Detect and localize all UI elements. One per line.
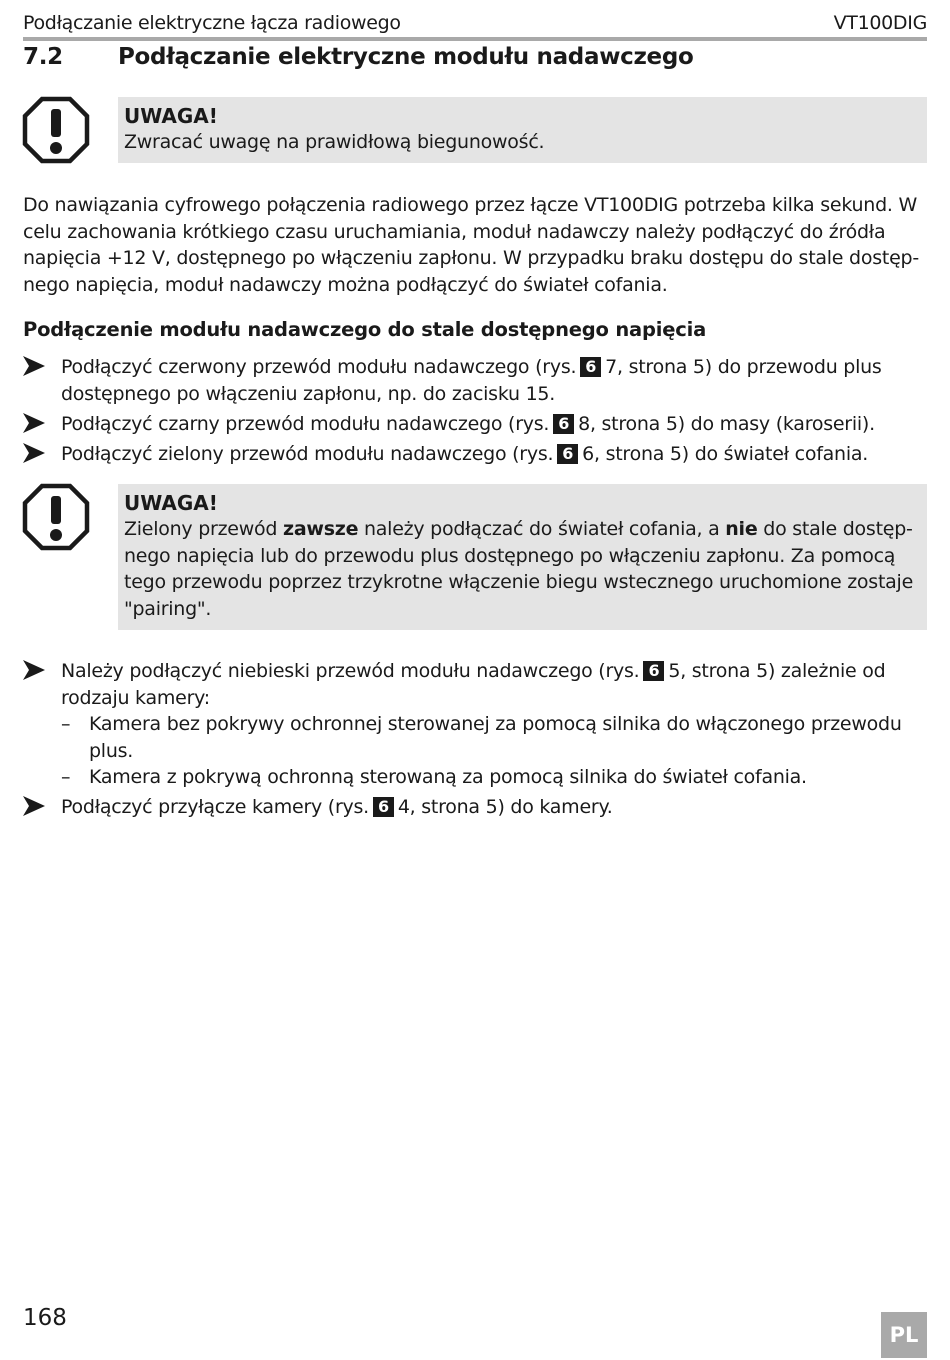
step-item: Należy podłączyć niebieski przewód modułu nadawczego (rys. 6 5, strona 5) zależnie od rodzaju kamery: xyxy=(23,658,928,711)
warning-box xyxy=(118,97,927,163)
dash-list-item: – Kamera z pokrywą ochronną sterowaną za pomocą silnika do świateł cofania. xyxy=(61,766,807,788)
warning-box xyxy=(118,484,927,630)
language-badge: PL xyxy=(881,1312,927,1358)
step-item: Podłączyć przyłącze kamery (rys. 6 4, strona 5) do kamery. xyxy=(23,794,928,821)
section-number: 7.2 xyxy=(23,44,63,70)
header-product-name: VT100DIG xyxy=(833,12,927,34)
section-title: Podłączanie elektryczne modułu nadawczego xyxy=(118,44,694,70)
running-header xyxy=(23,8,927,34)
figure-reference: 6 xyxy=(643,661,664,681)
intro-paragraph: Do nawiązania cyfrowego połączenia radiowego przez łącze VT100DIG potrzeba kilka sekund. W celu zachowania krótkiego czasu uruchamiania, moduł nadawczy należy podłączyć do źródła napięcia +12 V, dostępnego po włączeniu zapłonu. W przypadku braku dostępu do stale dostęp-nego napięcia, moduł nadawczy można podłączyć do świateł cofania. xyxy=(23,194,919,296)
arrow-bullet-icon xyxy=(23,660,45,680)
figure-reference: 6 xyxy=(373,797,394,817)
arrow-bullet-icon xyxy=(23,413,45,433)
warning-octagon-icon xyxy=(22,96,90,164)
subheading: Podłączenie modułu nadawczego do stale dostępnego napięcia xyxy=(23,318,707,341)
figure-reference: 6 xyxy=(553,414,574,434)
header-chapter-title: Podłączanie elektryczne łącza radiowego xyxy=(23,12,401,34)
step-item: Podłączyć czerwony przewód modułu nadawczego (rys. 6 7, strona 5) do przewodu plus dostępnego po włączeniu zapłonu, np. do zacisku 15. xyxy=(23,354,928,407)
warning-title: UWAGA! xyxy=(124,104,218,128)
dash-list-item: – Kamera bez pokrywy ochronnej sterowanej za pomocą silnika do włączonego przewodu plus. xyxy=(61,713,902,762)
section-heading xyxy=(23,44,694,70)
arrow-bullet-icon xyxy=(23,443,45,463)
step-item: Podłączyć zielony przewód modułu nadawczego (rys. 6 6, strona 5) do świateł cofania. xyxy=(23,441,928,468)
warning-text: Zwracać uwagę na prawidłową biegunowość. xyxy=(124,131,545,153)
figure-reference: 6 xyxy=(557,444,578,464)
arrow-bullet-icon xyxy=(23,796,45,816)
arrow-bullet-icon xyxy=(23,356,45,376)
step-item: Podłączyć czarny przewód modułu nadawczego (rys. 6 8, strona 5) do masy (karoserii). xyxy=(23,411,928,438)
figure-reference: 6 xyxy=(580,357,601,377)
warning-octagon-icon xyxy=(22,483,90,551)
warning-text: Zielony przewód zawsze należy podłączać do świateł cofania, a nie do stale dostęp-nego napięcia lub do przewodu plus dostępnego po włączeniu zapłonu. Za pomocą tego przewodu poprzez trzykrotne włączenie biegu wstecznego uruchomione zostaje "pairing". xyxy=(124,518,914,620)
page-number: 168 xyxy=(23,1305,67,1331)
header-rule xyxy=(23,37,927,41)
warning-title: UWAGA! xyxy=(124,491,218,515)
